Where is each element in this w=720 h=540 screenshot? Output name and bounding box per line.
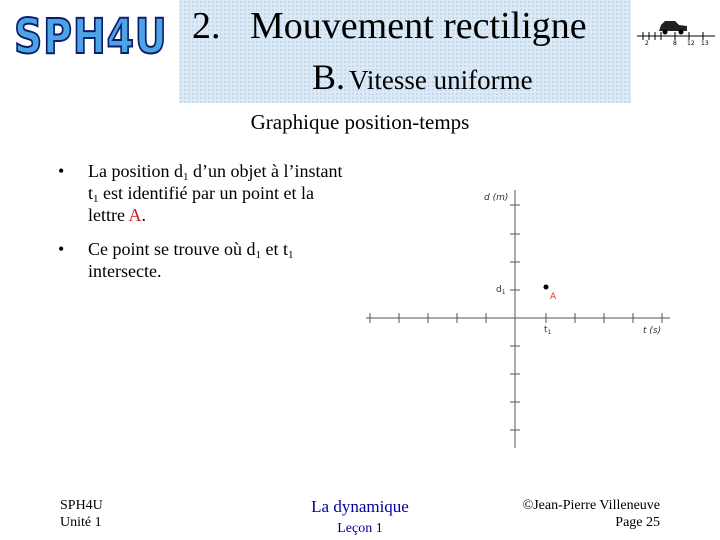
timeline-tick-label: 8 xyxy=(673,40,677,46)
footer-left xyxy=(60,497,103,531)
bullet-item xyxy=(58,238,348,282)
footer-right xyxy=(523,497,660,531)
footer-center xyxy=(260,497,460,537)
chapter-title xyxy=(192,4,587,48)
section-letter: B. xyxy=(312,57,346,97)
subscript: 1 xyxy=(255,249,261,261)
course-logo: SPH4U xyxy=(14,9,168,65)
section-title-text: Vitesse uniforme xyxy=(349,65,533,95)
bullet-text: . xyxy=(141,205,146,225)
footer-unit: Unité 1 xyxy=(60,515,102,530)
d1-marker-label: $d_1$ xyxy=(496,285,506,296)
footer-page-number: Page 25 xyxy=(615,515,660,530)
y-axis-label: d (m) xyxy=(484,193,509,203)
position-time-graph xyxy=(360,180,680,455)
footer-author: ©Jean-Pierre Villeneuve xyxy=(522,498,660,513)
bullet-item xyxy=(58,160,348,226)
subscript: 1 xyxy=(287,249,294,261)
bullet-list xyxy=(58,160,348,294)
t1-marker-label: $t_1$ xyxy=(544,325,552,336)
subscript: 1 xyxy=(93,193,99,205)
point-letter: A xyxy=(128,205,142,225)
footer-course-name: La dynamique xyxy=(311,497,409,516)
point-a xyxy=(544,285,549,290)
bullet-text: et t xyxy=(260,239,288,259)
bullet-text: intersecte. xyxy=(88,261,162,281)
car-body xyxy=(659,21,687,31)
slide-heading: Graphique position-temps xyxy=(250,110,470,134)
bullet-marker: • xyxy=(58,239,65,259)
timeline-tick-label: 12 xyxy=(687,40,695,46)
timeline-tick-label: 2 xyxy=(645,40,649,46)
bullet-text: Ce point se trouve où d xyxy=(88,239,256,259)
footer-course-code: SPH4U xyxy=(60,498,103,513)
bullet-text: La position d xyxy=(88,161,183,181)
bullet-text: d’un objet à l’instant t xyxy=(88,161,343,203)
subscript: 1 xyxy=(183,171,189,183)
bullet-marker: • xyxy=(58,161,65,181)
point-a-label: A xyxy=(550,292,557,302)
timeline-tick-label: 13 xyxy=(701,40,709,46)
chapter-number: 2. xyxy=(192,5,221,47)
x-axis-label: t (s) xyxy=(643,326,662,336)
car-timeline-icon xyxy=(635,12,717,46)
section-title xyxy=(312,56,533,98)
bullet-text: est identifié par un point et la lettre xyxy=(88,183,314,225)
chapter-title-text: Mouvement rectiligne xyxy=(250,5,587,47)
footer-lesson: Leçon 1 xyxy=(337,521,383,536)
